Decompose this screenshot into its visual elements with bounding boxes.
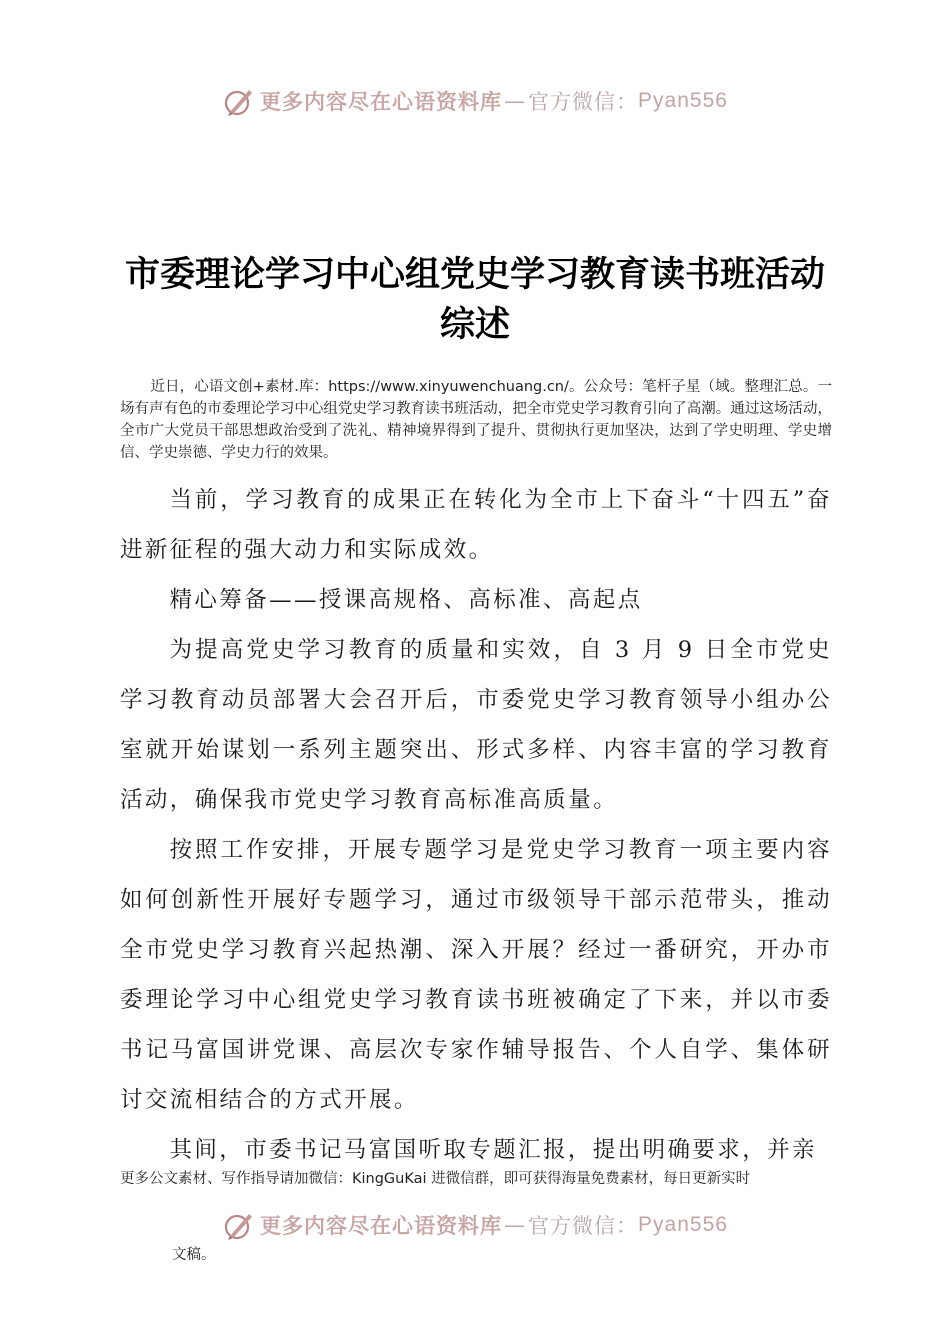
banner-separator: — (504, 89, 527, 113)
paragraph: 当前，学习教育的成果正在转化为全市上下奋斗“十四五”奋进新征程的强大动力和实际成效。 (120, 487, 832, 563)
paragraph: 其间，市委书记马富国听取专题汇报，提出明确要求，并亲 (169, 1137, 817, 1163)
pen-logo-icon (222, 84, 256, 118)
pen-logo-icon (222, 1208, 256, 1242)
banner-wechat-id: Pyan556 (638, 1213, 728, 1236)
footer-note: 更多公文素材、写作指导请加微信：KingGuKai 进微信群，即可获得海量免费素材，每日更新实时 (120, 1171, 751, 1187)
title-line-1: 市委理论学习中心组党史学习教育读书班活动 (124, 254, 825, 295)
document-title (100, 250, 850, 350)
banner-brand: 更多内容尽在心语资料库 (260, 1214, 503, 1238)
banner-separator: — (504, 1213, 527, 1237)
watermark-banner-bottom (0, 1208, 950, 1242)
title-line-2: 综述 (439, 304, 510, 345)
paragraph: 按照工作安排，开展专题学习是党史学习教育一项主要内容如何创新性开展好专题学习，通过市级领导干部示范带头，推动全市党史学习教育兴起热潮、深入开展？经过一番研究，开办市委理论学习中心组党史学习教育读书班被确定了下来，并以市委书记马富国讲党课、高层次专家作辅导报告、个人自学、集体研讨交流相结合的方式开展。 (120, 837, 832, 1113)
section-heading: 精心筹备——授课高规格、高标准、高起点 (169, 587, 643, 613)
banner-wechat-label: 官方微信： (528, 90, 639, 114)
footer-tail: 文稿。 (172, 1247, 216, 1263)
banner-wechat-id: Pyan556 (638, 89, 728, 112)
banner-wechat-label: 官方微信： (528, 1214, 639, 1238)
body-text (120, 475, 832, 1175)
banner-brand: 更多内容尽在心语资料库 (260, 90, 503, 114)
paragraph: 为提高党史学习教育的质量和实效，自 3 月 9 日全市党史学习教育动员部署大会召开后，市委党史学习教育领导小组办公室就开始谋划一系列主题突出、形式多样、内容丰富的学习教育活动，确保我市党史学习教育高标准高质量。 (120, 637, 832, 813)
intro-paragraph: 近日，心语文创+素材.库：https://www.xinyuwenchuang.cn/。公众号：笔杆子星（域。整理汇总。一场有声有色的市委理论学习中心组党史学习教育读书班活动，把全市党史学习教育引向了高潮。通过这场活动，全市广大党员干部思想政治受到了洗礼、精神境界得到了提升、贯彻执行更加坚决，达到了学史明理、学史增信、学史崇德、学史力行的效果。 (120, 379, 832, 461)
watermark-banner-top (0, 84, 950, 118)
